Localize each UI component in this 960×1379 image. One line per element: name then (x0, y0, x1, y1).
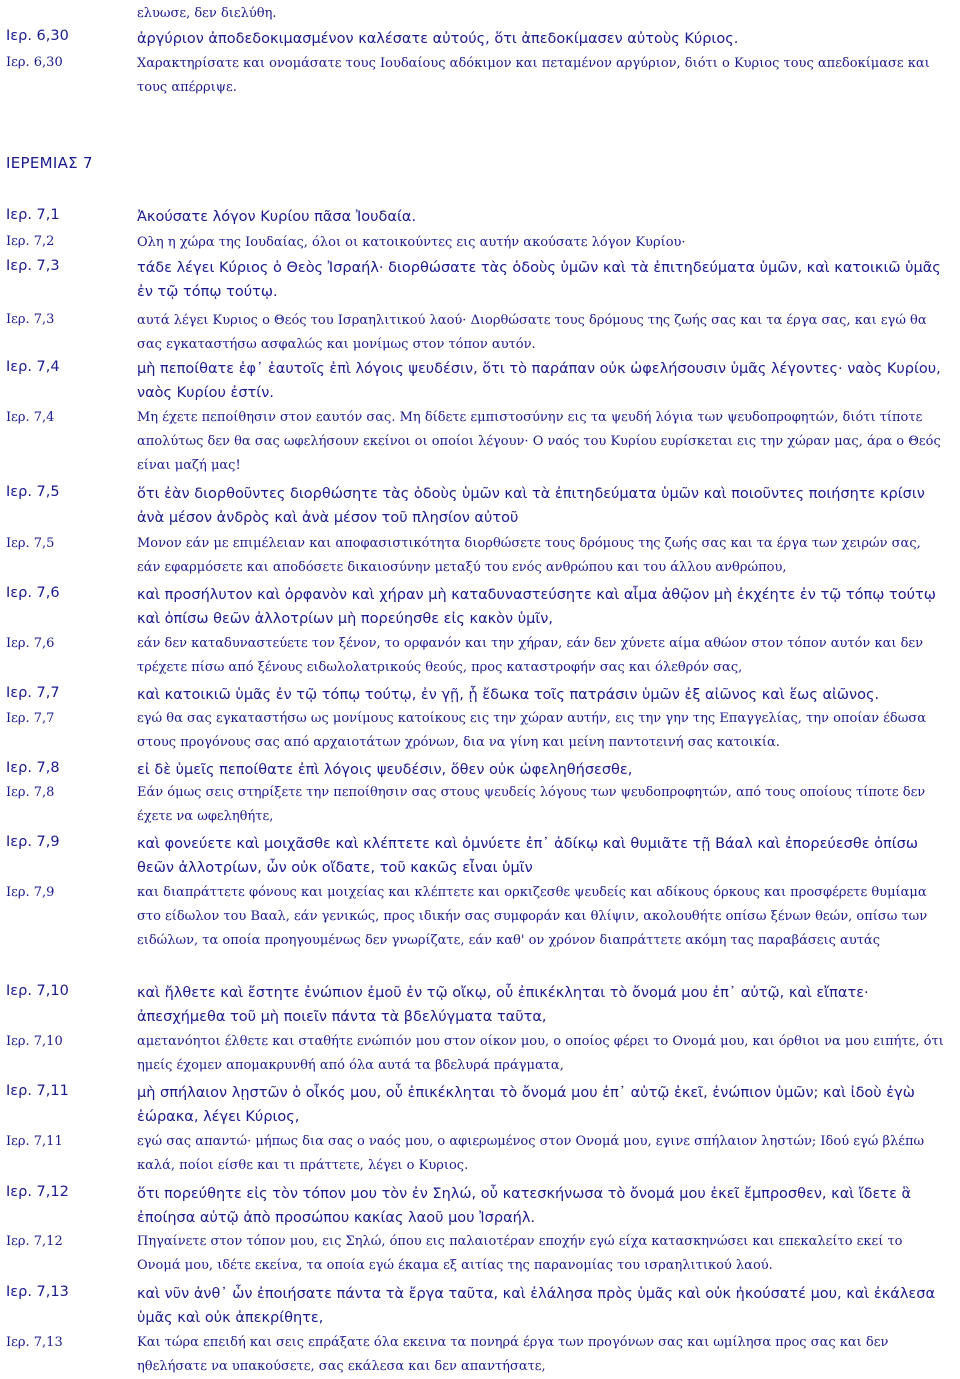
verse-text-modern: Εάν όμως σεις στηρίξετε την πεποίθησιν σας στους ψευδείς λόγους των ψευδοπροφητών, από τους οποίους τίποτε δεν έχετε να ωφεληθήτε, (137, 785, 926, 824)
verse-text-ancient: καὶ κατοικιῶ ὑμᾶς ἐν τῷ τόπῳ τούτῳ, ἐν γῇ, ᾗ ἔδωκα τοῖς πατράσιν ὑμῶν ἐξ αἰῶνος καὶ ἕως αἰῶνος. (137, 687, 880, 703)
verse-ref-ancient: Ιερ. 7,4 (6, 359, 60, 375)
verse-ref-ancient: Ιερ. 7,7 (6, 685, 60, 701)
verse-ref-modern: Ιερ. 7,12 (6, 1234, 63, 1249)
verse-ref-modern: Ιερ. 7,7 (6, 711, 55, 726)
verse-text-ancient: ὅτι πορεύθητε εἰς τὸν τόπον μου τὸν ἐν Σηλώ, οὗ κατεσκήνωσα τὸ ὄνομά μου ἐκεῖ ἔμπροσθεν, καὶ ἴδετε ἃ ἐποίησα αὐτῷ ἀπὸ προσώπου κακίας λαοῦ μου Ἰσραήλ. (137, 1186, 912, 1226)
verse-text-modern: Ολη η χώρα της Ιουδαίας, όλοι οι κατοικούντες εις αυτήν ακούσατε λόγον Κυρίου· (137, 235, 686, 250)
verse-ref-ancient: Ιερ. 6,30 (6, 28, 69, 44)
verse-ref-modern: Ιερ. 7,3 (6, 312, 55, 327)
verse-text-modern: Χαρακτηρίσατε και ονομάσατε τους Ιουδαίους αδόκιμον και πεταμένον αργύριον, διότι ο Κυριος τους απεδοκίμασε και τους απέρριψε. (137, 56, 930, 95)
verse-text-ancient: τάδε λέγει Κύριος ὁ Θεὸς Ἰσραήλ· διορθώσατε τὰς ὁδοὺς ὑμῶν καὶ τὰ ἐπιτηδεύματα ὑμῶν, καὶ κατοικιῶ ὑμᾶς ἐν τῷ τόπῳ τούτῳ. (137, 260, 941, 300)
verse-ref-ancient: Ιερ. 7,12 (6, 1184, 69, 1200)
verse-ref-modern: Ιερ. 7,6 (6, 636, 55, 651)
verse-ref-ancient: Ιερ. 7,3 (6, 258, 60, 274)
verse-ref-modern: Ιερ. 7,2 (6, 234, 55, 249)
verse-ref-modern: Ιερ. 7,11 (6, 1134, 63, 1149)
verse-text-modern: Μη έχετε πεποίθησιν στον εαυτόν σας. Μη δίδετε εμπιστοσύνην εις τα ψευδή λόγια των ψευδοπροφητών, διότι τίποτε απολύτως δεν θα σας ωφελήσουν εκείνοι οι οποίοι λέγουν· Ο ναός του Κυρίου ευρίσκεται εις την χώραν μας, άρα ο Θεός είναι μαζή μας! (137, 410, 941, 473)
verse-text-modern: Πηγαίνετε στον τόπον μου, εις Σηλώ, όπου εις παλαιοτέραν εποχήν εγώ είχα κατασκηνώσει και επεκαλείτο εκεί το Ονομά μου, ιδέτε εκείνα, τα οποία εγώ έκαμα εξ αιτίας της παρανομίας του ισραηλιτικού λαού. (137, 1234, 903, 1273)
verse-ref-ancient: Ιερ. 7,11 (6, 1083, 69, 1099)
verse-ref-ancient: Ιερ. 7,6 (6, 585, 60, 601)
verse-text-modern: Και τώρα επειδή και σεις επράξατε όλα εκεινα τα πονηρά έργα των προγόνων σας και ωμίλησα προς σας και δεν ηθελήσατε να υπακούσετε, σας εκάλεσα και δεν απαντήσατε, (137, 1335, 889, 1374)
verse-ref-ancient: Ιερ. 7,10 (6, 983, 69, 999)
verse-text-modern: εγώ σας απαντώ· μήπως δια σας ο ναός μου, ο αφιερωμένος στον Ονομά μου, εγινε σπήλαιον ληστών; Ιδού εγώ βλέπω καλά, ποίοι είσθε και τι πράττετε, λέγει ο Κυριος. (137, 1134, 925, 1173)
verse-text-ancient: καὶ νῦν ἀνθ᾿ ὧν ἐποιήσατε πάντα τὰ ἔργα ταῦτα, καὶ ἐλάλησα πρὸς ὑμᾶς καὶ οὐκ ἠκούσατέ μου, καὶ ἐκάλεσα ὑμᾶς καὶ οὐκ ἀπεκρίθητε, (137, 1286, 936, 1326)
chapter-heading: ΙΕΡΕΜΙΑΣ 7 (6, 154, 93, 172)
verse-text-ancient: καὶ φονεύετε καὶ μοιχᾶσθε καὶ κλέπτετε καὶ ὀμνύετε ἐπ᾿ ἀδίκῳ καὶ θυμιᾶτε τῇ Βάαλ καὶ ἐπορεύεσθε ὀπίσω θεῶν ἀλλοτρίων, ὧν οὐκ οἴδατε, τοῦ κακῶς εἶναι ὑμῖν (137, 836, 919, 876)
verse-text-modern: αμετανόητοι έλθετε και σταθήτε ενώπιόν μου στον οίκον μου, ο οποίος φέρει το Ονομά μου, και όρθιοι να μου ειπήτε, ότι ημείς έχομεν απομακρυνθή από όλα αυτά τα βδελυρά πράγματα, (137, 1034, 944, 1073)
continuation-line: ελυωσε, δεν διελύθη. (137, 6, 277, 21)
verse-text-modern: αυτά λέγει Κυριος ο Θεός του Ισραηλιτικού λαού· Διορθώσατε τους δρόμους της ζωής σας και τα έργα σας, και εγώ θα σας εγκαταστήσω ασφαλώς και μονίμως στον τόπον αυτόν. (137, 313, 927, 352)
verse-ref-modern: Ιερ. 7,4 (6, 410, 55, 425)
verse-ref-ancient: Ιερ. 7,1 (6, 207, 60, 223)
verse-ref-ancient: Ιερ. 7,9 (6, 834, 60, 850)
verse-text-modern: Μονον εάν με επιμέλειαν και αποφασιστικότητα διορθώσετε τους δρόμους της ζωής σας και τα έργα των χειρών σας, εάν εφαρμόσετε και αποδόσετε δικαιοσύνην μεταξύ του ενός ανθρώπου και του άλλου ανθρώπου, (137, 536, 921, 575)
verse-text-ancient: ἀργύριον ἀποδεδοκιμασμένον καλέσατε αὐτούς, ὅτι ἀπεδοκίμασεν αὐτοὺς Κύριος. (137, 31, 739, 47)
verse-ref-ancient: Ιερ. 7,5 (6, 484, 60, 500)
verse-ref-modern: Ιερ. 7,9 (6, 885, 55, 900)
verse-text-ancient: Ἀκούσατε λόγον Κυρίου πᾶσα Ἰουδαία. (137, 209, 417, 225)
verse-ref-ancient: Ιερ. 7,8 (6, 760, 60, 776)
verse-text-ancient: καὶ ἤλθετε καὶ ἔστητε ἐνώπιον ἐμοῦ ἐν τῷ οἴκῳ, οὗ ἐπικέκληται τὸ ὄνομά μου ἐπ᾿ αὐτῷ, καὶ εἴπατε· ἀπεσχήμεθα τοῦ μὴ ποιεῖν πάντα τὰ βδελύγματα ταῦτα, (137, 985, 869, 1025)
verse-text-ancient: μὴ πεποίθατε ἐφ᾿ ἑαυτοῖς ἐπὶ λόγοις ψευδέσιν, ὅτι τὸ παράπαν οὐκ ὠφελήσουσιν ὑμᾶς λέγοντες· ναὸς Κυρίου, ναὸς Κυρίου ἐστίν. (137, 361, 941, 401)
verse-ref-modern: Ιερ. 7,5 (6, 536, 55, 551)
verse-ref-ancient: Ιερ. 7,13 (6, 1284, 69, 1300)
verse-text-ancient: μὴ σπήλαιον λῃστῶν ὁ οἶκός μου, οὗ ἐπικέκληται τὸ ὄνομά μου ἐπ᾿ αὐτῷ ἐκεῖ, ἐνώπιον ὑμῶν; καὶ ἰδοὺ ἐγὼ ἑώρακα, λέγει Κύριος, (137, 1085, 915, 1125)
verse-text-ancient: εἰ δὲ ὑμεῖς πεποίθατε ἐπὶ λόγοις ψευδέσιν, ὅθεν οὐκ ὠφεληθήσεσθε, (137, 762, 633, 778)
verse-text-ancient: καὶ προσήλυτον καὶ ὀρφανὸν καὶ χήραν μὴ καταδυναστεύσητε καὶ αἷμα ἀθῷον μὴ ἐκχέητε ἐν τῷ τόπῳ τούτῳ καὶ ὀπίσω θεῶν ἀλλοτρίων μὴ πορεύησθε εἰς κακὸν ὑμῖν, (137, 587, 936, 627)
verse-text-modern: και διαπράττετε φόνους και μοιχείας και κλέπτετε και ορκιζεσθε ψευδείς και αδίκους όρκους και προσφέρετε θυμίαμα στο είδωλον του Βααλ, εάν γενικώς, προς ιδικήν σας συμφοράν και θλίψιν, ακολουθήτε οπίσω ξένων θεών, οπίσω των ειδώλων, τα οποία προηγουμένως δεν γνωρίζατε, εάν καθ' ον χρόνον διαπράττετε ακόμη τας παραβάσεις αυτάς (137, 885, 928, 948)
verse-ref-modern: Ιερ. 7,10 (6, 1034, 63, 1049)
verse-text-modern: εγώ θα σας εγκαταστήσω ως μονίμους κατοίκους εις την χώραν αυτήν, εις την γην της Επαγγελίας, την οποίαν έδωσα στους προγόνους σας από αρχαιοτάτων χρόνων, δια να γίνη και μείνη παντοτεινή σας κατοικία. (137, 711, 927, 750)
verse-ref-modern: Ιερ. 7,13 (6, 1335, 63, 1350)
verse-text-modern: εάν δεν καταδυναστεύετε τον ξένον, το ορφανόν και την χήραν, εάν δεν χύνετε αίμα αθώον στον τόπον αυτόν και δεν τρέχετε πίσω από ξένους ειδωλολατρικούς θεούς, προς καταστροφήν σας και όλεθρόν σας, (137, 636, 924, 675)
verse-ref-modern: Ιερ. 6,30 (6, 55, 63, 70)
verse-text-ancient: ὅτι ἐὰν διορθοῦντες διορθώσητε τὰς ὁδοὺς ὑμῶν καὶ τὰ ἐπιτηδεύματα ὑμῶν καὶ ποιοῦντες ποιήσητε κρίσιν ἀνὰ μέσον ἀνδρὸς καὶ ἀνὰ μέσον τοῦ πλησίον αὐτοῦ (137, 486, 925, 526)
verse-ref-modern: Ιερ. 7,8 (6, 785, 55, 800)
